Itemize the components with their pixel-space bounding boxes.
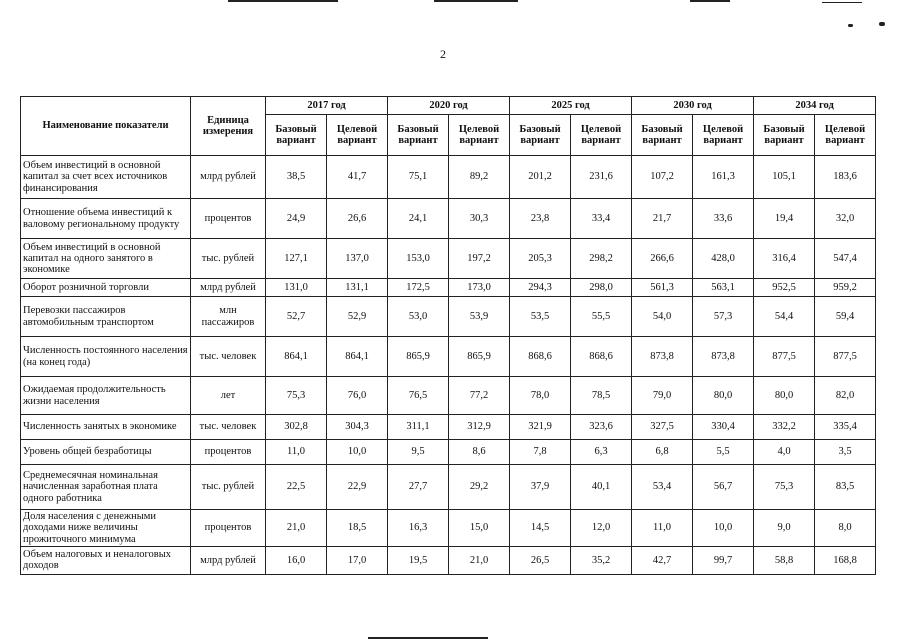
value-cell-target: 959,2 [815, 279, 876, 297]
value-cell-target: 15,0 [449, 510, 510, 547]
value-cell-base: 54,4 [754, 297, 815, 337]
value-cell-target: 22,9 [327, 465, 388, 510]
value-cell-target: 10,0 [327, 440, 388, 465]
indicator-name: Численность занятых в экономике [21, 415, 191, 440]
header-year: 2034 год [754, 97, 876, 115]
value-cell-base: 37,9 [510, 465, 571, 510]
value-cell-base: 19,5 [388, 546, 449, 574]
indicator-name: Уровень общей безработицы [21, 440, 191, 465]
header-variant-target: Целевой вариант [571, 115, 632, 156]
indicator-name: Отношение объема инвестиций к валовому региональному продукту [21, 199, 191, 239]
header-year: 2025 год [510, 97, 632, 115]
scan-artifact-top-4 [822, 2, 862, 3]
value-cell-target: 80,0 [693, 377, 754, 415]
table-row [21, 239, 876, 279]
value-cell-base: 53,4 [632, 465, 693, 510]
value-cell-base: 53,0 [388, 297, 449, 337]
value-cell-target: 82,0 [815, 377, 876, 415]
value-cell-target: 3,5 [815, 440, 876, 465]
value-cell-base: 302,8 [266, 415, 327, 440]
value-cell-target: 231,6 [571, 156, 632, 199]
value-cell-target: 183,6 [815, 156, 876, 199]
value-cell-base: 38,5 [266, 156, 327, 199]
indicator-unit: млрд рублей [191, 279, 266, 297]
value-cell-base: 294,3 [510, 279, 571, 297]
value-cell-target: 868,6 [571, 337, 632, 377]
value-cell-base: 24,9 [266, 199, 327, 239]
table-row [21, 377, 876, 415]
table-row [21, 279, 876, 297]
value-cell-base: 23,8 [510, 199, 571, 239]
value-cell-target: 33,4 [571, 199, 632, 239]
scan-artifact-top-2 [434, 0, 518, 2]
value-cell-base: 868,6 [510, 337, 571, 377]
value-cell-target: 26,6 [327, 199, 388, 239]
value-cell-target: 330,4 [693, 415, 754, 440]
table-row [21, 297, 876, 337]
value-cell-base: 80,0 [754, 377, 815, 415]
indicator-unit: процентов [191, 199, 266, 239]
value-cell-target: 52,9 [327, 297, 388, 337]
indicator-name: Объем инвестиций в основной капитал за счет всех источников финансирования [21, 156, 191, 199]
value-cell-target: 865,9 [449, 337, 510, 377]
indicator-name: Объем налоговых и неналоговых доходов [21, 546, 191, 574]
value-cell-target: 168,8 [815, 546, 876, 574]
value-cell-target: 29,2 [449, 465, 510, 510]
indicators-table [20, 96, 876, 575]
value-cell-target: 304,3 [327, 415, 388, 440]
indicator-name: Доля населения с денежными доходами ниже величины прожиточного минимума [21, 510, 191, 547]
header-year: 2017 год [266, 97, 388, 115]
value-cell-base: 311,1 [388, 415, 449, 440]
value-cell-base: 78,0 [510, 377, 571, 415]
value-cell-target: 78,5 [571, 377, 632, 415]
value-cell-base: 127,1 [266, 239, 327, 279]
value-cell-target: 873,8 [693, 337, 754, 377]
value-cell-target: 323,6 [571, 415, 632, 440]
value-cell-target: 6,3 [571, 440, 632, 465]
table-row [21, 415, 876, 440]
value-cell-target: 83,5 [815, 465, 876, 510]
value-cell-base: 105,1 [754, 156, 815, 199]
value-cell-target: 35,2 [571, 546, 632, 574]
value-cell-target: 59,4 [815, 297, 876, 337]
value-cell-base: 561,3 [632, 279, 693, 297]
value-cell-base: 332,2 [754, 415, 815, 440]
value-cell-target: 41,7 [327, 156, 388, 199]
table-header [21, 97, 876, 156]
value-cell-base: 4,0 [754, 440, 815, 465]
value-cell-base: 52,7 [266, 297, 327, 337]
indicator-unit: тыс. рублей [191, 239, 266, 279]
table-row [21, 337, 876, 377]
value-cell-base: 76,5 [388, 377, 449, 415]
value-cell-base: 131,0 [266, 279, 327, 297]
value-cell-target: 53,9 [449, 297, 510, 337]
value-cell-target: 32,0 [815, 199, 876, 239]
indicator-name: Численность постоянного населения (на конец года) [21, 337, 191, 377]
value-cell-base: 21,0 [266, 510, 327, 547]
value-cell-base: 54,0 [632, 297, 693, 337]
value-cell-target: 5,5 [693, 440, 754, 465]
value-cell-target: 137,0 [327, 239, 388, 279]
value-cell-base: 7,8 [510, 440, 571, 465]
value-cell-target: 76,0 [327, 377, 388, 415]
value-cell-base: 53,5 [510, 297, 571, 337]
table-row [21, 546, 876, 574]
value-cell-target: 428,0 [693, 239, 754, 279]
indicator-name: Объем инвестиций в основной капитал на одного занятого в экономике [21, 239, 191, 279]
indicator-unit: млрд рублей [191, 546, 266, 574]
table-body [21, 156, 876, 575]
table-row [21, 440, 876, 465]
value-cell-target: 89,2 [449, 156, 510, 199]
value-cell-target: 335,4 [815, 415, 876, 440]
indicator-name: Оборот розничной торговли [21, 279, 191, 297]
value-cell-base: 877,5 [754, 337, 815, 377]
value-cell-target: 563,1 [693, 279, 754, 297]
value-cell-target: 99,7 [693, 546, 754, 574]
value-cell-base: 107,2 [632, 156, 693, 199]
scan-artifact-mark-1 [848, 24, 853, 27]
value-cell-target: 77,2 [449, 377, 510, 415]
indicator-unit: тыс. человек [191, 415, 266, 440]
value-cell-base: 153,0 [388, 239, 449, 279]
value-cell-base: 75,3 [754, 465, 815, 510]
value-cell-base: 873,8 [632, 337, 693, 377]
value-cell-target: 21,0 [449, 546, 510, 574]
header-variant-base: Базовый вариант [510, 115, 571, 156]
value-cell-base: 6,8 [632, 440, 693, 465]
indicator-unit: лет [191, 377, 266, 415]
value-cell-base: 327,5 [632, 415, 693, 440]
value-cell-target: 12,0 [571, 510, 632, 547]
value-cell-base: 75,3 [266, 377, 327, 415]
indicator-unit: тыс. рублей [191, 465, 266, 510]
indicator-name: Перевозки пассажиров автомобильным транспортом [21, 297, 191, 337]
scan-artifact-mark-2 [879, 22, 885, 26]
scan-artifact-bottom [368, 637, 488, 639]
header-name: Наименование показатели [21, 97, 191, 156]
value-cell-target: 298,0 [571, 279, 632, 297]
value-cell-base: 201,2 [510, 156, 571, 199]
value-cell-base: 19,4 [754, 199, 815, 239]
value-cell-base: 14,5 [510, 510, 571, 547]
value-cell-target: 173,0 [449, 279, 510, 297]
scan-artifact-top-1 [228, 0, 338, 2]
table-row [21, 156, 876, 199]
value-cell-base: 864,1 [266, 337, 327, 377]
value-cell-base: 11,0 [266, 440, 327, 465]
value-cell-target: 547,4 [815, 239, 876, 279]
value-cell-base: 27,7 [388, 465, 449, 510]
value-cell-target: 877,5 [815, 337, 876, 377]
value-cell-target: 131,1 [327, 279, 388, 297]
value-cell-target: 57,3 [693, 297, 754, 337]
header-variant-target: Целевой вариант [449, 115, 510, 156]
value-cell-target: 30,3 [449, 199, 510, 239]
value-cell-base: 21,7 [632, 199, 693, 239]
table-row [21, 465, 876, 510]
value-cell-target: 8,0 [815, 510, 876, 547]
indicator-unit: тыс. человек [191, 337, 266, 377]
value-cell-base: 11,0 [632, 510, 693, 547]
value-cell-base: 16,0 [266, 546, 327, 574]
value-cell-base: 42,7 [632, 546, 693, 574]
indicator-unit: млн пассажиров [191, 297, 266, 337]
value-cell-base: 79,0 [632, 377, 693, 415]
value-cell-target: 56,7 [693, 465, 754, 510]
header-variant-base: Базовый вариант [266, 115, 327, 156]
header-variant-target: Целевой вариант [693, 115, 754, 156]
value-cell-target: 298,2 [571, 239, 632, 279]
header-variant-target: Целевой вариант [327, 115, 388, 156]
indicator-unit: процентов [191, 510, 266, 547]
header-year: 2020 год [388, 97, 510, 115]
header-variant-base: Базовый вариант [632, 115, 693, 156]
value-cell-target: 33,6 [693, 199, 754, 239]
indicator-unit: процентов [191, 440, 266, 465]
value-cell-base: 58,8 [754, 546, 815, 574]
value-cell-target: 8,6 [449, 440, 510, 465]
indicator-name: Среднемесячная номинальная начисленная заработная плата одного работника [21, 465, 191, 510]
value-cell-base: 9,5 [388, 440, 449, 465]
value-cell-base: 172,5 [388, 279, 449, 297]
value-cell-base: 75,1 [388, 156, 449, 199]
header-year: 2030 год [632, 97, 754, 115]
value-cell-target: 18,5 [327, 510, 388, 547]
header-unit: Единица измерения [191, 97, 266, 156]
indicator-name: Ожидаемая продолжительность жизни населения [21, 377, 191, 415]
header-variant-target: Целевой вариант [815, 115, 876, 156]
value-cell-target: 17,0 [327, 546, 388, 574]
value-cell-target: 10,0 [693, 510, 754, 547]
value-cell-target: 55,5 [571, 297, 632, 337]
value-cell-base: 266,6 [632, 239, 693, 279]
value-cell-base: 952,5 [754, 279, 815, 297]
value-cell-target: 40,1 [571, 465, 632, 510]
page-number: 2 [440, 47, 446, 61]
value-cell-target: 312,9 [449, 415, 510, 440]
value-cell-base: 9,0 [754, 510, 815, 547]
value-cell-target: 864,1 [327, 337, 388, 377]
value-cell-base: 316,4 [754, 239, 815, 279]
value-cell-target: 161,3 [693, 156, 754, 199]
value-cell-base: 22,5 [266, 465, 327, 510]
table-row [21, 510, 876, 547]
value-cell-base: 205,3 [510, 239, 571, 279]
value-cell-base: 865,9 [388, 337, 449, 377]
value-cell-target: 197,2 [449, 239, 510, 279]
value-cell-base: 26,5 [510, 546, 571, 574]
table-row [21, 199, 876, 239]
header-variant-base: Базовый вариант [754, 115, 815, 156]
indicator-unit: млрд рублей [191, 156, 266, 199]
value-cell-base: 321,9 [510, 415, 571, 440]
value-cell-base: 24,1 [388, 199, 449, 239]
value-cell-base: 16,3 [388, 510, 449, 547]
header-variant-base: Базовый вариант [388, 115, 449, 156]
scan-artifact-top-3 [690, 0, 730, 2]
